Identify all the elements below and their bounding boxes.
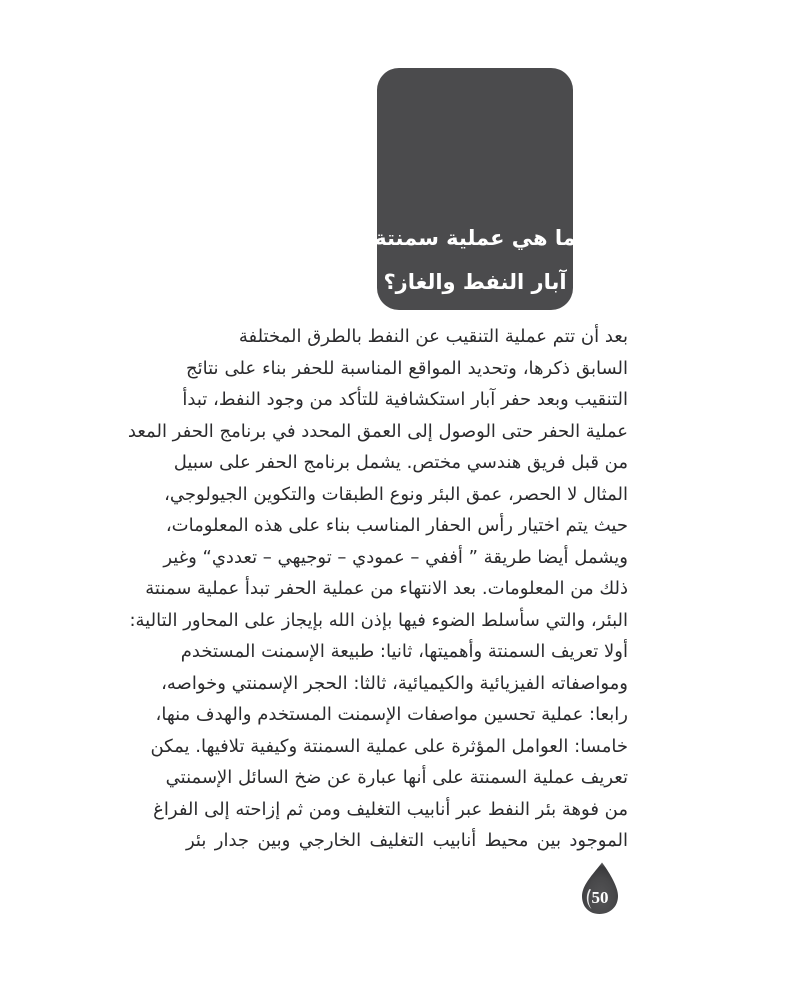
body-line: البئر، والتي سأسلط الضوء فيها بإذن الله بإيجاز على المحاور التالية:	[129, 609, 628, 631]
body-line: أولا تعريف السمنتة وأهميتها، ثانيا: طبيعة الإسمنت المستخدم	[180, 641, 628, 662]
body-line: ويشمل أيضا طريقة ” أففي – عمودي – توجيهي – تعددي“ وغير	[163, 546, 628, 568]
body-line: من فوهة بئر النفط عبر أنابيب التغليف ومن ثم إزاحته إلى الفراغ	[153, 798, 628, 820]
body-line: ذلك من المعلومات. بعد الانتهاء من عملية الحفر تبدأ عملية سمنتة	[145, 578, 628, 599]
body-line: عملية الحفر حتى الوصول إلى العمق المحدد في برنامج الحفر المعد	[127, 420, 628, 442]
body-line: رابعا: عملية تحسين مواصفات الإسمنت المستخدم والهدف منها،	[155, 704, 628, 725]
body-line: الموجود بين محيط أنابيب التغليف الخارجي وبين جدار بئر	[186, 830, 628, 851]
body-line: حيث يتم اختيار رأس الحفار المناسب بناء على هذه المعلومات،	[165, 515, 628, 536]
chapter-title-block	[374, 68, 576, 310]
body-line: خامسا: العوامل المؤثرة على عملية السمنتة وكيفية تلافيها. يمكن	[150, 735, 628, 757]
body-line: ومواصفاته الفيزيائية والكيميائية، ثالثا: الحجر الإسمنتي وخواصه،	[161, 672, 628, 694]
body-line: السابق ذكرها، وتحديد المواقع المناسبة للحفر بناء على نتائج	[186, 357, 628, 379]
chapter-title-line-1: ما هي عملية سمنتة	[374, 226, 576, 250]
body-line: المثال لا الحصر، عمق البئر ونوع الطبقات والتكوين الجيولوجي،	[164, 483, 628, 505]
page-number: 50	[591, 888, 609, 907]
body-line: تعريف عملية السمنتة على أنها عبارة عن ضخ السائل الإسمنتي	[165, 767, 628, 788]
body-line: من قبل فريق هندسي مختص. يشمل برنامج الحفر على سبيل	[173, 452, 628, 473]
body-line: بعد أن تتم عملية التنقيب عن النفط بالطرق المختلفة	[238, 326, 628, 347]
body-paragraph	[127, 321, 628, 857]
body-line: التنقيب وبعد حفر آبار استكشافية للتأكد من وجود النفط، تبدأ	[182, 389, 628, 410]
chapter-title-line-2: آبار النفط والغاز؟	[383, 270, 567, 294]
oil-drop-icon	[579, 861, 621, 917]
